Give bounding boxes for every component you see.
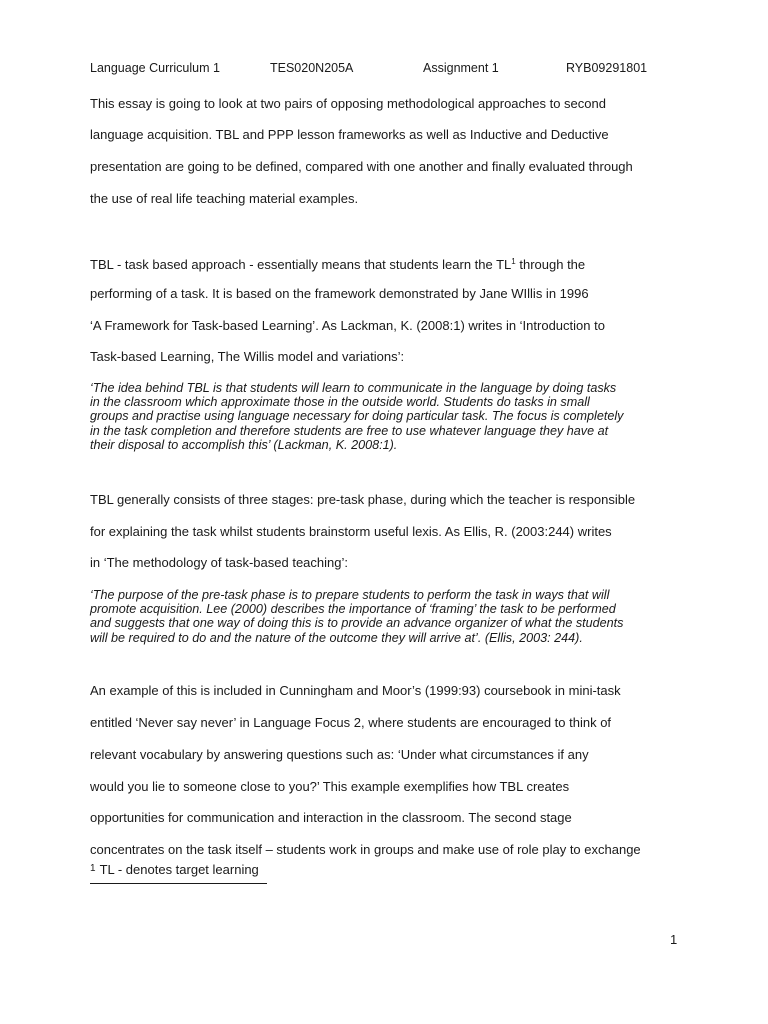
header-student-id: RYB09291801 — [566, 61, 648, 75]
stages-line: for explaining the task whilst students brainstorm useful lexis. As Ellis, R. (2003:244) writes — [90, 524, 612, 539]
page-number: 1 — [670, 932, 678, 947]
footnote-content: TL - denotes target learning — [99, 862, 259, 877]
header-course: Language Curriculum 1 — [90, 61, 220, 75]
block-quote-ellis — [90, 588, 685, 645]
tbl-line: Task-based Learning, The Willis model and variations’: — [90, 349, 405, 364]
quote-line: their disposal to accomplish this’ (Lackman, K. 2008:1). — [90, 437, 398, 452]
intro-line: This essay is going to look at two pairs of opposing methodological approaches to second — [90, 96, 606, 111]
tbl-line: ‘A Framework for Task-based Learning’. As Lackman, K. (2008:1) writes in ‘Introduction to — [90, 318, 605, 333]
block-quote-lackman — [90, 381, 685, 452]
footnote-rule — [90, 883, 267, 884]
stages-line: in ‘The methodology of task-based teaching’: — [90, 555, 348, 570]
intro-line: language acquisition. TBL and PPP lesson frameworks as well as Inductive and Deductive — [90, 127, 609, 142]
example-line: would you lie to someone close to you?’ This example exemplifies how TBL creates — [90, 779, 570, 794]
example-line: concentrates on the task itself – students work in groups and make use of role play to exchange — [90, 842, 641, 857]
tbl-line-text: TBL - task based approach - essentially means that students learn the TL — [90, 257, 512, 272]
quote-line: groups and practise using language necessary for doing particular task. The focus is completely — [90, 409, 624, 424]
example-line: relevant vocabulary by answering questions such as: ‘Under what circumstances if any — [90, 747, 589, 762]
quote-line: ‘The purpose of the pre-task phase is to prepare students to perform the task in ways that will — [90, 588, 610, 602]
quote-line: ‘The idea behind TBL is that students will learn to communicate in the language by doing tasks — [90, 381, 617, 395]
quote-line: will be required to do and the nature of the outcome they will arrive at’. (Ellis, 2003: 244). — [90, 630, 583, 645]
example-line: opportunities for communication and interaction in the classroom. The second stage — [90, 810, 572, 825]
quote-line: promote acquisition. Lee (2000) describes the importance of ‘framing’ the task to be performed — [90, 602, 616, 617]
intro-line: presentation are going to be defined, compared with one another and finally evaluated through — [90, 159, 633, 174]
quote-line: and suggests that one way of doing this is to provide an advance organizer of what the students — [90, 616, 624, 631]
stages-line: TBL generally consists of three stages: pre-task phase, during which the teacher is responsible — [90, 492, 636, 507]
quote-line: in the classroom which approximate those in the outside world. Students do tasks in small — [90, 395, 590, 410]
footnote-entry — [90, 862, 259, 877]
tbl-line: performing of a task. It is based on the framework demonstrated by Jane WIllis in 1996 — [90, 286, 589, 301]
footnote-ref: 1 — [511, 257, 516, 266]
quote-line: in the task completion and therefore students are free to use whatever language they have at — [90, 423, 609, 438]
intro-line: the use of real life teaching material examples. — [90, 191, 359, 206]
tbl-line — [90, 253, 585, 274]
example-line: An example of this is included in Cunningham and Moor’s (1999:93) coursebook in mini-task — [90, 683, 621, 698]
footnote-number: 1 — [90, 863, 96, 874]
header-code: TES020N205A — [270, 61, 354, 75]
tbl-line-text: through the — [515, 257, 586, 272]
example-line: entitled ‘Never say never’ in Language Focus 2, where students are encouraged to think of — [90, 715, 612, 730]
page-header — [90, 61, 690, 79]
header-assignment: Assignment 1 — [423, 61, 499, 75]
